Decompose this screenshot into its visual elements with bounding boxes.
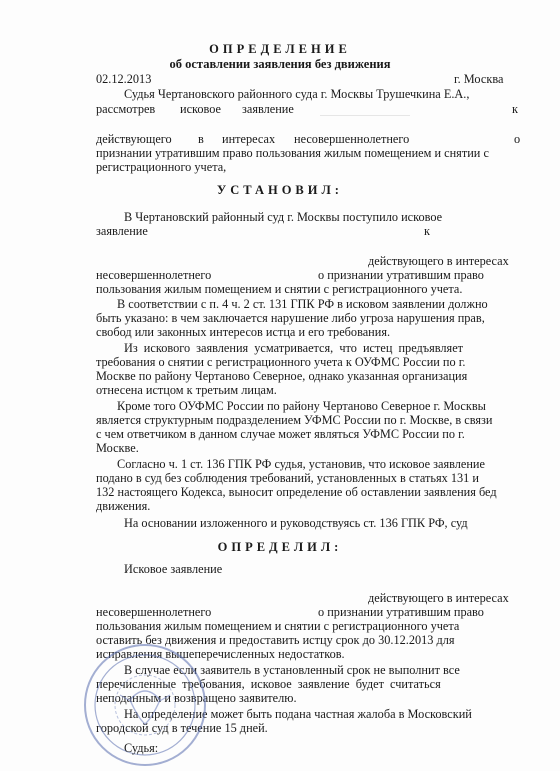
paragraph-line: пользования жилым помещением и снятии с регистрационного учета bbox=[96, 619, 460, 633]
intro-line: регистрационного учета, bbox=[96, 160, 227, 174]
paragraph-line: Согласно ч. 1 ст. 136 ГПК РФ судья, установив, что исковое заявление bbox=[117, 457, 485, 471]
paragraph-line: быть указано: в чем заключается нарушение либо угроза нарушения прав, bbox=[96, 311, 485, 325]
paragraph-line: несовершеннолетнего о признании утратившим право bbox=[96, 605, 484, 619]
section-heading-opredelil: ОПРЕДЕЛИЛ: bbox=[217, 540, 343, 554]
paragraph-line: Из искового заявления усматривается, что истец предъявляет bbox=[124, 341, 464, 355]
paragraph-line: исправления вышеперечисленных недостатков. bbox=[96, 647, 345, 661]
paragraph-line: несовершеннолетнего о признании утратившим право bbox=[96, 268, 484, 282]
paragraph-line: с чем ответчиком в данном случае может являться УФМС России по г. bbox=[96, 427, 465, 441]
intro-line: признании утратившим право пользования жилым помещением и снятии с bbox=[96, 146, 489, 160]
paragraph-line: В Чертановский районный суд г. Москвы поступило исковое bbox=[124, 210, 443, 224]
paragraph-line: оставить без движения и предоставить истцу срок до 30.12.2013 для bbox=[96, 633, 455, 647]
paragraph-line: На определение может быть подана частная жалоба в Московский bbox=[124, 707, 472, 721]
redacted-blank bbox=[320, 115, 410, 116]
paragraph-line: заявление к bbox=[96, 224, 430, 238]
paragraph-line: действующего в интересах bbox=[368, 591, 509, 605]
paragraph-line: подано в суд без соблюдения требований, установленных в статьях 131 и bbox=[96, 471, 479, 485]
document-title: ОПРЕДЕЛЕНИЕ bbox=[209, 42, 351, 56]
paragraph-line: действующего в интересах bbox=[368, 254, 509, 268]
section-heading-ustanovil: УСТАНОВИЛ: bbox=[217, 183, 343, 197]
paragraph-line: Кроме того ОУФМС России по району Чертаново Северное г. Москвы bbox=[117, 399, 486, 413]
paragraph-line: неподанным и возвращено заявителю. bbox=[96, 691, 297, 705]
paragraph-line: перечисленные требования, исковое заявление будет считаться bbox=[96, 677, 441, 691]
paragraph-line: свобод или законных интересов истца и его требования. bbox=[96, 325, 391, 339]
paragraph-line: городской суд в течение 15 дней. bbox=[96, 721, 268, 735]
paragraph-line: В соответствии с п. 4 ч. 2 ст. 131 ГПК РФ в исковом заявлении должно bbox=[117, 297, 488, 311]
intro-line: Судья Чертановского районного суда г. Москвы Трушечкина Е.А., bbox=[124, 87, 470, 101]
paragraph-line: На основании изложенного и руководствуясь ст. 136 ГПК РФ, суд bbox=[124, 516, 468, 530]
document-date: 02.12.2013 bbox=[96, 72, 152, 86]
signature-label: Судья: bbox=[124, 741, 159, 755]
intro-line: действующего в интересах несовершеннолетнего о bbox=[96, 132, 521, 146]
paragraph-line: движения. bbox=[96, 499, 151, 513]
paragraph-line: Москве. bbox=[96, 441, 139, 455]
paragraph-line: В случае если заявитель в установленный срок не выполнит все bbox=[124, 663, 460, 677]
document-subtitle: об оставлении заявления без движения bbox=[169, 57, 391, 71]
paragraph-line: требования о снятии с регистрационного учета к ОУФМС России по г. bbox=[96, 355, 466, 369]
paragraph-line: 132 настоящего Кодекса, выносит определение об оставлении заявления бед bbox=[96, 485, 497, 499]
paragraph-line: Москве по району Чертаново Северное, однако указанная организация bbox=[96, 369, 468, 383]
paragraph-line: Исковое заявление bbox=[124, 562, 223, 576]
document-city: г. Москва bbox=[454, 72, 504, 86]
paragraph-line: пользования жилым помещением и снятии с регистрационного учета. bbox=[96, 282, 463, 296]
paragraph-line: отнесена истцом к третьим лицам. bbox=[96, 383, 277, 397]
intro-line: рассмотрев исковое заявление к bbox=[96, 102, 518, 116]
paragraph-line: является структурным подразделением УФМС России по г. Москве, в связи bbox=[96, 413, 493, 427]
